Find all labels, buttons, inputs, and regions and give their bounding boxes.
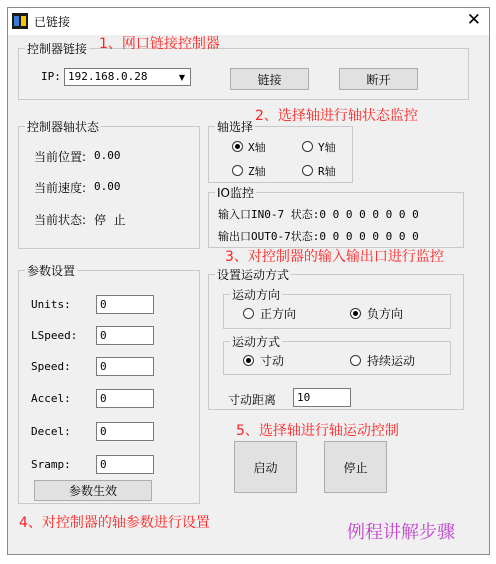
accel-field[interactable]: 0 xyxy=(96,389,154,408)
axis-r-label[interactable]: R轴 xyxy=(318,165,336,178)
io-output-status: 输出口OUT0-7状态:0 0 0 0 0 0 0 0 xyxy=(218,230,419,243)
axis-z-label[interactable]: Z轴 xyxy=(248,165,266,178)
connect-button[interactable]: 链接 xyxy=(230,68,309,90)
params-group-title: 参数设置 xyxy=(27,264,76,278)
accel-label: Accel: xyxy=(31,392,71,405)
start-button[interactable]: 启动 xyxy=(234,441,297,493)
title-bar xyxy=(8,8,489,35)
position-label: 当前位置: xyxy=(34,150,87,164)
ip-label: IP: xyxy=(41,70,61,83)
speed-label: 当前速度: xyxy=(34,181,87,195)
close-icon[interactable]: ✕ xyxy=(466,10,481,30)
direction-positive-label[interactable]: 正方向 xyxy=(260,307,297,321)
mode-continuous-label[interactable]: 持续运动 xyxy=(367,354,416,368)
window-title: 已链接 xyxy=(34,15,71,29)
axis-status-group xyxy=(18,120,200,249)
mode-group-title: 运动方式 xyxy=(232,335,281,349)
annotation-step-2: 2、选择轴进行轴状态监控 xyxy=(255,108,418,124)
ip-value: 192.168.0.28 xyxy=(68,70,148,83)
axis-z-radio[interactable] xyxy=(232,165,243,176)
axis-status-group-title: 控制器轴状态 xyxy=(27,120,100,134)
state-label: 当前状态: xyxy=(34,213,87,227)
mode-jog-label[interactable]: 寸动 xyxy=(260,354,285,368)
annotation-step-4: 4、对控制器的轴参数进行设置 xyxy=(19,515,210,531)
params-group xyxy=(18,264,200,504)
direction-group xyxy=(223,288,451,329)
jog-distance-label: 寸动距离 xyxy=(228,393,277,407)
speed-label: Speed: xyxy=(31,360,71,373)
io-monitor-group-title: IO监控 xyxy=(217,186,254,200)
app-window xyxy=(7,7,490,555)
jog-distance-field[interactable]: 10 xyxy=(293,388,351,407)
sramp-field[interactable]: 0 xyxy=(96,455,154,474)
axis-r-radio[interactable] xyxy=(302,165,313,176)
axis-x-radio[interactable] xyxy=(232,141,243,152)
speed-value: 0.00 xyxy=(94,180,121,193)
axis-select-group-title: 轴选择 xyxy=(217,120,254,134)
io-input-status: 输入口IN0-7 状态:0 0 0 0 0 0 0 0 xyxy=(218,208,419,221)
mode-group xyxy=(223,335,451,375)
position-value: 0.00 xyxy=(94,149,121,162)
units-field[interactable]: 0 xyxy=(96,295,154,314)
lspeed-label: LSpeed: xyxy=(31,329,78,342)
mode-jog-radio[interactable] xyxy=(243,355,254,366)
axis-y-radio[interactable] xyxy=(302,141,313,152)
direction-negative-label[interactable]: 负方向 xyxy=(367,307,404,321)
annotation-step-1: 1、网口链接控制器 xyxy=(99,36,220,52)
direction-positive-radio[interactable] xyxy=(243,308,254,319)
disconnect-button[interactable]: 断开 xyxy=(339,68,418,90)
axis-x-label[interactable]: X轴 xyxy=(248,141,266,154)
direction-negative-radio[interactable] xyxy=(350,308,361,319)
speed-field[interactable]: 0 xyxy=(96,357,154,376)
motion-group xyxy=(208,268,464,410)
decel-label: Decel: xyxy=(31,425,71,438)
units-label: Units: xyxy=(31,298,71,311)
decel-field[interactable]: 0 xyxy=(96,422,154,441)
lspeed-field[interactable]: 0 xyxy=(96,326,154,345)
io-monitor-group xyxy=(208,186,464,248)
connection-group-title: 控制器链接 xyxy=(27,42,88,56)
mode-continuous-radio[interactable] xyxy=(350,355,361,366)
sramp-label: Sramp: xyxy=(31,458,71,471)
annotation-step-3: 3、对控制器的输入输出口进行监控 xyxy=(225,249,444,265)
annotation-step-5: 5、选择轴进行轴运动控制 xyxy=(236,423,399,439)
state-value: 停 止 xyxy=(94,213,126,227)
chevron-down-icon[interactable]: ▼ xyxy=(178,72,186,82)
ip-select[interactable] xyxy=(64,68,191,86)
app-icon xyxy=(12,13,28,29)
stop-button[interactable]: 停止 xyxy=(324,441,387,493)
direction-group-title: 运动方向 xyxy=(232,288,281,302)
axis-y-label[interactable]: Y轴 xyxy=(318,141,336,154)
axis-select-group xyxy=(208,120,353,183)
motion-group-title: 设置运动方式 xyxy=(217,268,290,282)
apply-params-button[interactable]: 参数生效 xyxy=(34,480,152,501)
footer-caption: 例程讲解步骤 xyxy=(347,522,455,543)
